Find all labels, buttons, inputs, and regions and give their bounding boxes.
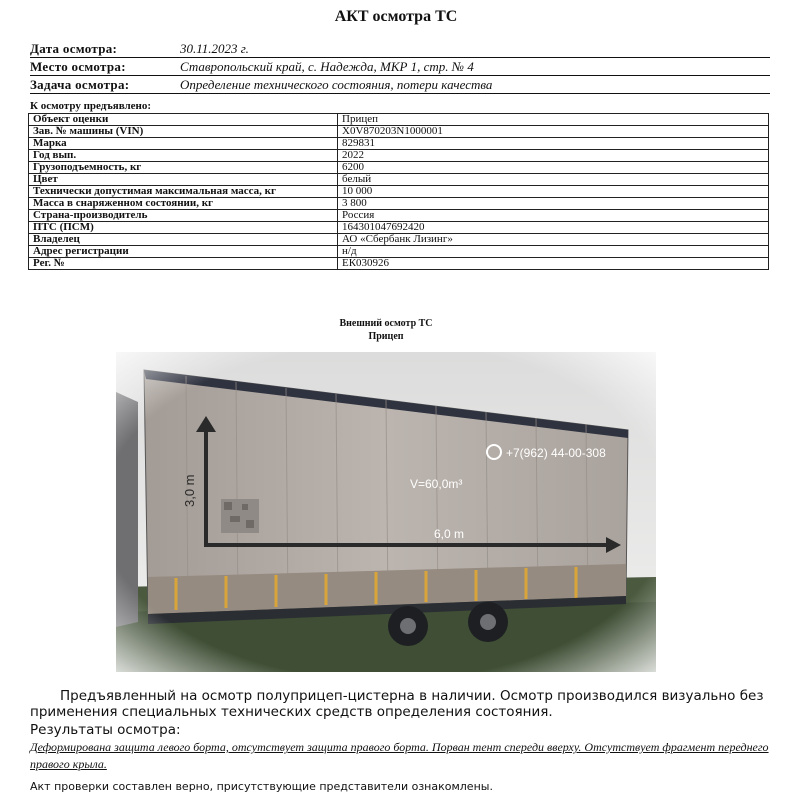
inspection-subcaption: Прицеп <box>368 331 404 342</box>
spec-value: АО «Сбербанк Лизинг» <box>338 234 769 246</box>
table-row <box>29 150 769 162</box>
spec-key: Цвет <box>29 174 338 186</box>
table-row <box>29 186 769 198</box>
table-row <box>29 114 769 126</box>
table-row <box>29 138 769 150</box>
spec-key: Страна-производитель <box>29 210 338 222</box>
meta-value: Определение технического состояния, потери качества <box>180 77 493 92</box>
meta-row-place <box>30 58 770 76</box>
spec-value: 6200 <box>338 162 769 174</box>
table-row <box>29 222 769 234</box>
spec-key: ПТС (ПСМ) <box>29 222 338 234</box>
spec-key: Адрес регистрации <box>29 246 338 258</box>
document-title: АКТ осмотра ТС <box>334 8 458 25</box>
spec-key: Год вып. <box>29 150 338 162</box>
table-row <box>29 198 769 210</box>
spec-value: 2022 <box>338 150 769 162</box>
meta-row-task <box>30 76 770 94</box>
results-heading: Результаты осмотра: <box>30 722 181 738</box>
inspection-meta <box>30 40 770 94</box>
spec-key: Владелец <box>29 234 338 246</box>
spec-value: 10 000 <box>338 186 769 198</box>
spec-value: Прицеп <box>338 114 769 126</box>
meta-row-date <box>30 40 770 58</box>
table-row <box>29 174 769 186</box>
spec-value: ЕК030926 <box>338 258 769 270</box>
spec-key: Грузоподъемность, кг <box>29 162 338 174</box>
spec-value: X0V870203N1000001 <box>338 126 769 138</box>
table-row <box>29 210 769 222</box>
spec-key: Технически допустимая максимальная масса, кг <box>29 186 338 198</box>
spec-key: Рег. № <box>29 258 338 270</box>
results-text: Деформирована защита левого борта, отсутствует защита правого борта. Порван тент спереди вверху. Отсутствует фрагмент переднего правого крыла. <box>30 740 769 771</box>
meta-value: 30.11.2023 г. <box>180 41 249 56</box>
meta-label: Дата осмотра: <box>30 41 118 56</box>
spec-key: Зав. № машины (VIN) <box>29 126 338 138</box>
spec-value: 3 800 <box>338 198 769 210</box>
spec-key: Объект оценки <box>29 114 338 126</box>
table-row <box>29 126 769 138</box>
spec-value: 164301047692420 <box>338 222 769 234</box>
trailer-photo-illustration <box>116 352 656 672</box>
trailer-photo <box>116 352 656 672</box>
table-row <box>29 258 769 270</box>
table-row <box>29 162 769 174</box>
spec-key: Масса в снаряженном состоянии, кг <box>29 198 338 210</box>
spec-value: Россия <box>338 210 769 222</box>
presented-label: К осмотру предъявлено: <box>30 100 152 112</box>
table-row <box>29 246 769 258</box>
meta-label: Задача осмотра: <box>30 77 130 92</box>
spec-value: белый <box>338 174 769 186</box>
meta-value: Ставропольский край, с. Надежда, МКР 1, стр. № 4 <box>180 59 474 74</box>
spec-value: н/д <box>338 246 769 258</box>
inspection-paragraph <box>30 688 770 720</box>
spec-key: Марка <box>29 138 338 150</box>
spec-value: 829831 <box>338 138 769 150</box>
inspection-caption: Внешний осмотр ТС <box>339 318 433 329</box>
footer-note: Акт проверки составлен верно, присутствующие представители ознакомлены. <box>30 780 493 793</box>
vehicle-specs-table <box>28 113 769 270</box>
table-row <box>29 234 769 246</box>
meta-label: Место осмотра: <box>30 59 126 74</box>
paragraph-text: Предъявленный на осмотр полуприцеп-цистерна в наличии. Осмотр производился визуально без применения специальных технических средств определения состояния. <box>30 688 764 720</box>
